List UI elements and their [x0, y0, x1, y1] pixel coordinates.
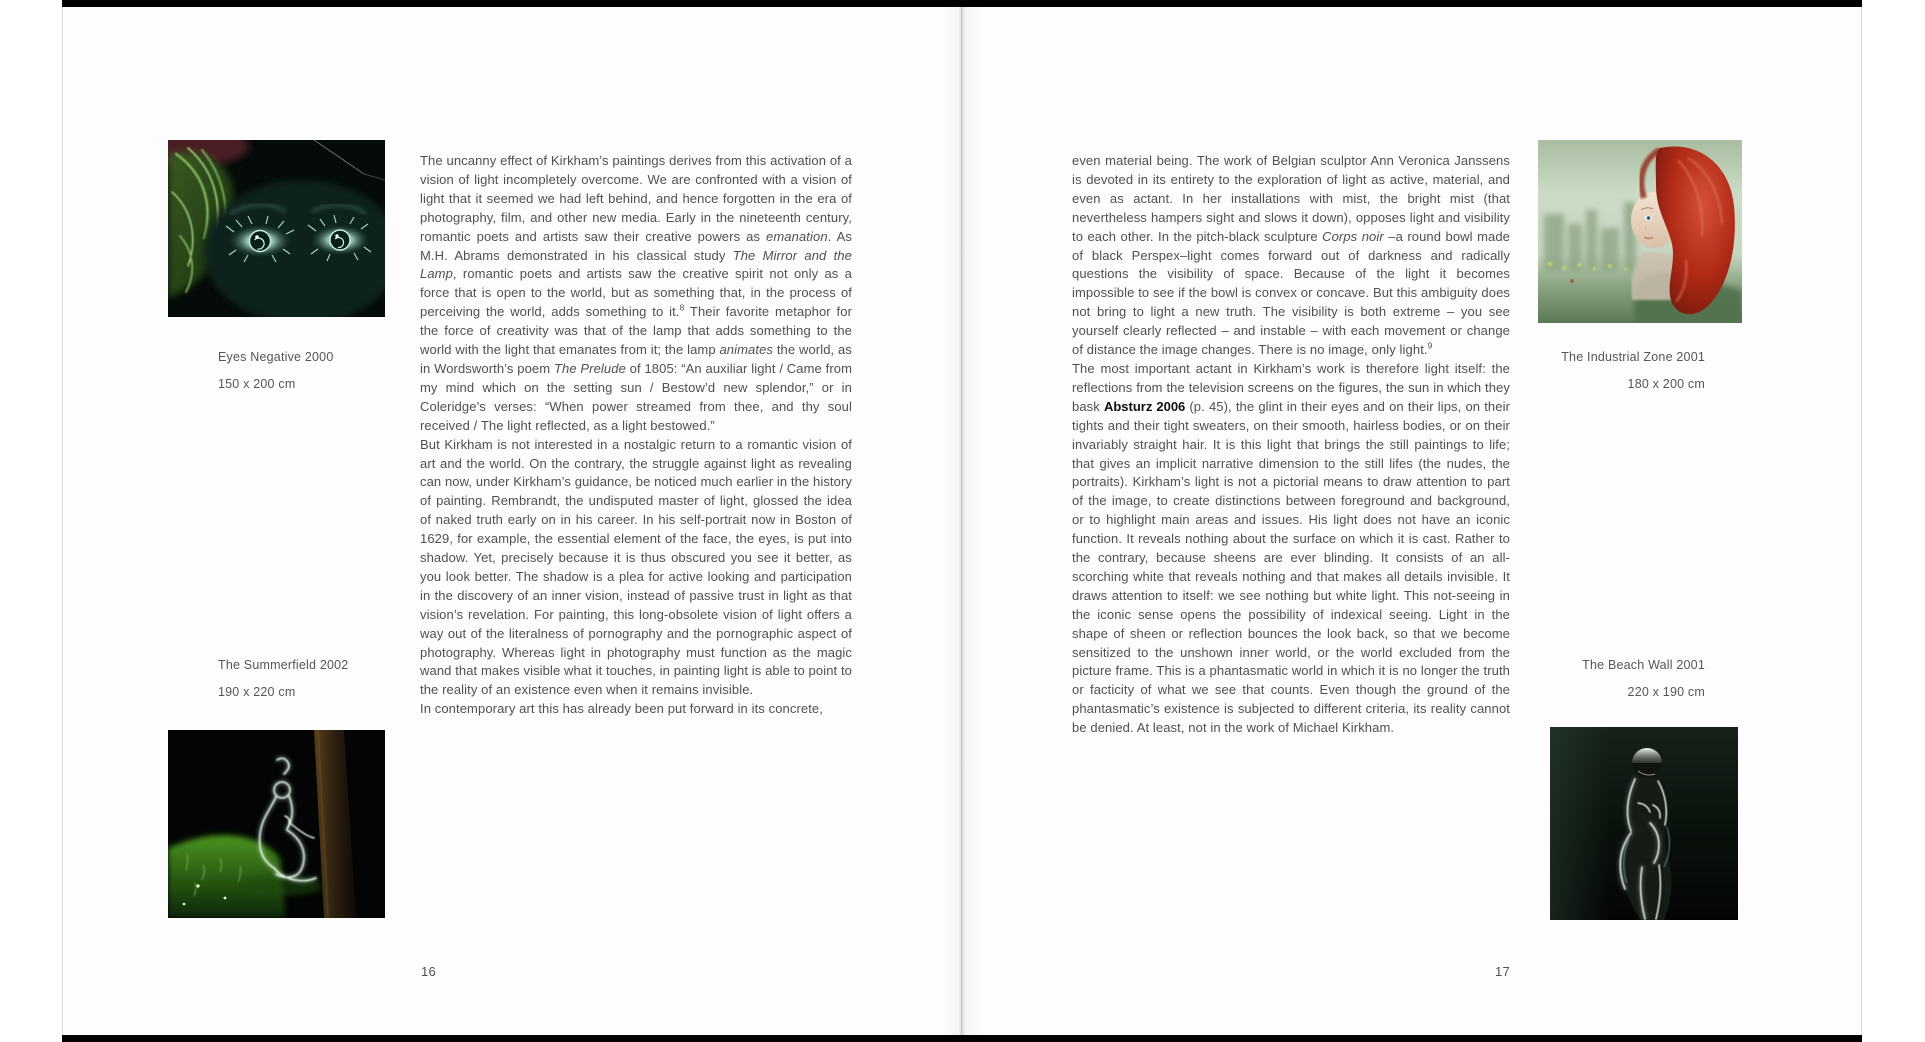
- caption-dimensions: 180 x 200 cm: [1627, 377, 1705, 391]
- caption-title: The Industrial Zone 2001: [1561, 350, 1705, 364]
- artwork-industrial-zone: [1538, 140, 1742, 323]
- right-text-column: [1072, 152, 1510, 738]
- caption-title: Eyes Negative 2000: [218, 350, 334, 364]
- caption-industrial-zone: [1453, 344, 1705, 398]
- page-right: [62, 0, 1862, 1042]
- page-number-left: 16: [421, 964, 437, 979]
- body-paragraph: But Kirkham is not interested in a nostalgic return to a romantic vision of art and the world. On the contrary, the struggle against light as revealing can now, under Kirkham’s guidance, be noticed much earlier in the history of painting. Rembrandt, the undisputed master of light, glossed the idea of naked truth early on in his career. In his self-portrait now in Boston of 1629, for example, the essential element of the face, the eyes, is put into shadow. Yet, precisely because it is thus obscured you see it better, as you look better. The shadow is a plea for active looking and participation in the discovery of an inner vision, instead of passive trust in light as that vision’s revelation. For painting, this long-obsolete vision of light offers a way out of the literalness of pornography and the pornographic aspect of photography. Whereas light in photography must function as the magic wand that makes visible what it touches, in painting light is able to point to the reality of an existence even when it remains invisible.: [420, 436, 852, 698]
- body-paragraph: The uncanny effect of Kirkham’s paintings derives from this activation of a vision of light incompletely overcome. We are confronted with a vision of light that it seemed we had left behind, and hence forgotten in the era of photography, film, and other new media. Early in the nineteenth century, romantic poets and artists saw their creative powers as emanation. As M.H. Abrams demonstrated in his classical study The Mirror and the Lamp, romantic poets and artists saw the creative spirit not only as a force that is open to the world, but as something that, in the process of perceiving the world, adds something to it.$^8$ Their favorite metaphor for the force of creativity was that of the lamp that adds something to the world with the light that emanates from it; the lamp animates the world, as in Wordsworth’s poem The Prelude of 1805: “An auxiliar light / Came from my mind which on the setting sun / Bestow’d new splendor,” or in Coleridge’s verses: “When power streamed from thee, and thy soul received / The light reflected, as a light bestowed.”: [420, 153, 853, 433]
- artwork-beach-wall: [1550, 727, 1738, 920]
- caption-beach-wall: [1453, 652, 1705, 706]
- book-spread: [62, 0, 1862, 1042]
- beach-wall-painting: [1550, 727, 1738, 920]
- body-paragraph: In contemporary art this has already been put forward in its concrete,: [420, 701, 823, 717]
- caption-dimensions: 190 x 220 cm: [218, 685, 296, 699]
- industrial-zone-painting: [1538, 140, 1742, 323]
- body-paragraph: even material being. The work of Belgian sculptor Ann Veronica Janssens is devoted in its entirety to the exploration of light as active, material, and even as actant. In her installations with mist, the bright mist (that nevertheless hampers sight and slows it down), opposes light and visibility to each other. In the pitch-black sculpture Corps noir –a round bowl made of black Perspex–light comes forward out of darkness and radically questions the visibility of space. Because of the light it becomes impossible to see if the bowl is convex or concave. But this ambiguity does not bring to light a new truth. The visibility is both extreme – you see yourself clearly reflected – and instable – with each movement or change of distance the image changes. There is no image, only light.$^9$: [1072, 153, 1511, 358]
- caption-title: The Summerfield 2002: [218, 658, 349, 672]
- caption-dimensions: 150 x 200 cm: [218, 377, 296, 391]
- caption-title: The Beach Wall 2001: [1582, 658, 1705, 672]
- page-number-right: 17: [1494, 964, 1510, 979]
- caption-dimensions: 220 x 190 cm: [1627, 685, 1705, 699]
- body-paragraph: The most important actant in Kirkham’s work is therefore light itself: the reflections from the television screens on the figures, the sun in which they bask Absturz 2006 (p. 45), the glint in their eyes and on their lips, on their tights and their tight sweaters, on their smooth, hairless bodies, or on their invariably straight hair. It is this light that brings the still paintings to life; that gives an implicit narrative dimension to the still lifes (the nudes, the portraits). Kirkham’s light is not a pictorial means to draw attention to part of the image, to create distinctions between foreground and background, or to highlight main areas and issues. His light does not have an iconic function. It reveals nothing about the surface on which it is cast. Rather to the contrary, because sheens are ever blinding. It consists of an all-scorching white that reveals nothing and that makes all details invisible. It draws attention to itself: we see nothing but white light. This not-seeing in the iconic sense opens the possibility of indexical seeing. Light in the shape of sheen or reflection bounces the look back, so that we become sensitized to the unshown inner world, or the world excluded from the picture frame. This is a phantasmatic world in which it is no longer the truth or facticity of what we see that counts. Even though the ground of the phantasmatic’s existence is subjected to different criteria, its reality cannot be denied. At least, not in the work of Michael Kirkham.: [1072, 360, 1511, 736]
